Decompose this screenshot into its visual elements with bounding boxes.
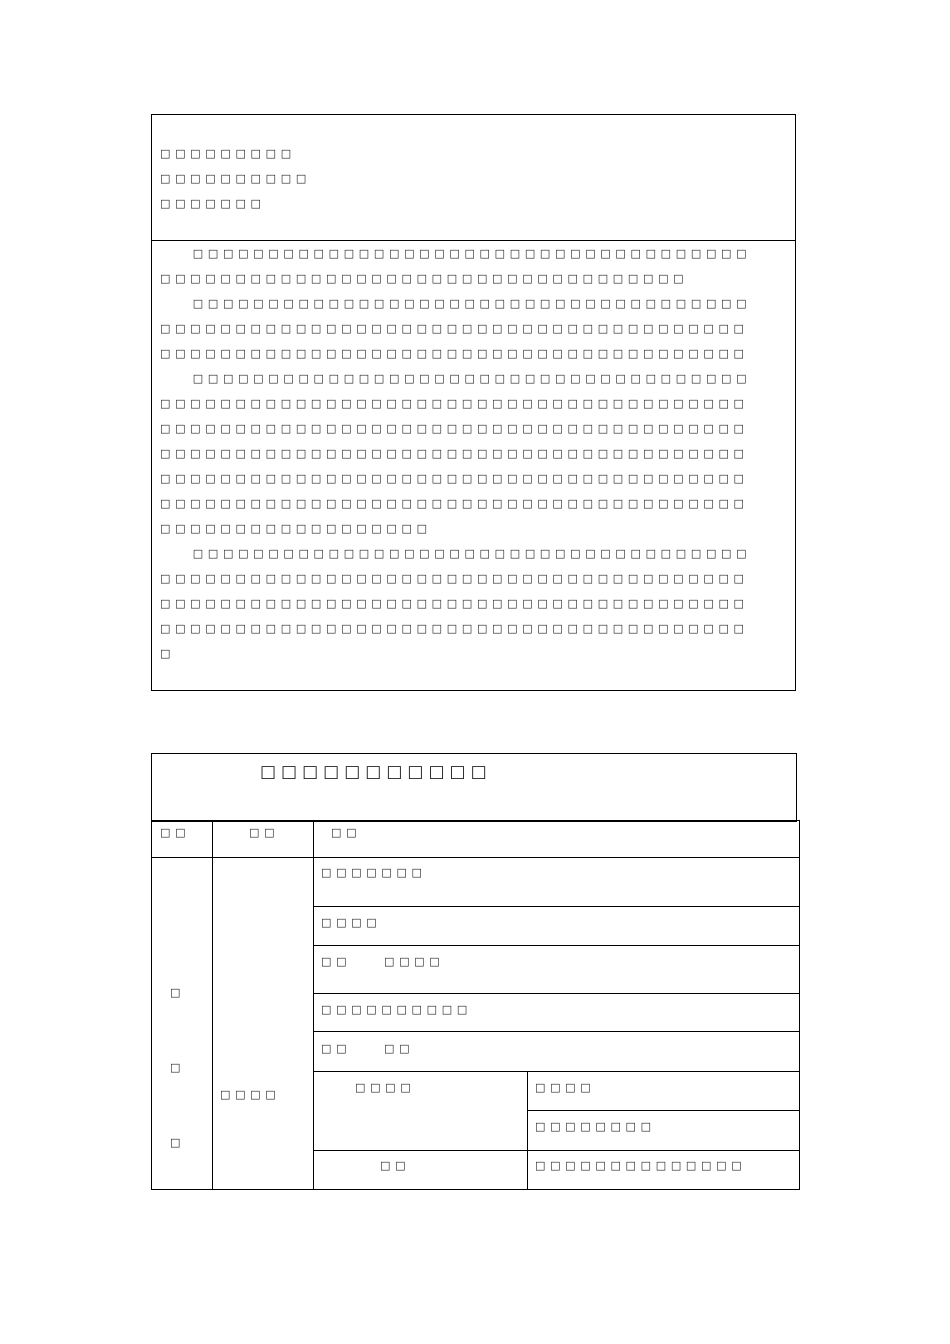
body-line: □□□□□□□□□□□□□□□□□□□□□□□□□□□□□□□□□□□□□□□ — [160, 347, 749, 360]
body-line: □□□□□□□□□□□□□□□□□□□□□□□□□□□□□□□□□□□□□□□ — [160, 572, 749, 585]
sub-right-1b: □□□□□□□□ — [535, 1120, 656, 1133]
item-4: □□□□□□□□□□ — [321, 1003, 472, 1016]
body-line: □□□□□□□□□□□□□□□□□□ — [160, 522, 432, 535]
header-line-2: □□□□□□□□□□ — [160, 172, 311, 185]
body-line: □□□□□□□□□□□□□□□□□□□□□□□□□□□□□□□□□□□□□ — [160, 372, 752, 385]
body-line: □□□□□□□□□□□□□□□□□□□□□□□□□□□□□□□□□□□□□□□ — [160, 422, 749, 435]
body-line: □□□□□□□□□□□□□□□□□□□□□□□□□□□□□□□□□□□□□ — [160, 297, 752, 310]
data-table — [151, 820, 800, 1190]
body-line: □□□□□□□□□□□□□□□□□□□□□□□□□□□□□□□□□□□□□ — [160, 547, 752, 560]
row-label-char-1: □ — [170, 986, 186, 999]
row-line-2 — [313, 945, 800, 946]
body-line: □□□□□□□□□□□□□□□□□□□□□□□□□□□□□□□□□□□□□□□ — [160, 597, 749, 610]
col-divider-2 — [313, 820, 314, 1190]
body-line: □□□□□□□□□□□□□□□□□□□□□□□□□□□□□□□□□□□□□□□ — [160, 322, 749, 335]
col-divider-1 — [212, 820, 213, 1190]
body-line: □□□□□□□□□□□□□□□□□□□□□□□□□□□□□□□□□□□□□□□ — [160, 497, 749, 510]
row-line-1 — [313, 906, 800, 907]
row-line-5 — [313, 1071, 800, 1072]
group-label: □□□□ — [220, 1088, 281, 1101]
body-line: □□□□□□□□□□□□□□□□□□□□□□□□□□□□□□□□□□□□□□□ — [160, 622, 749, 635]
col-header-2: □□ — [249, 826, 280, 839]
item-1: □□□□□□□ — [321, 866, 427, 879]
col-header-3: □□ — [331, 826, 362, 839]
item-5: □□ □□ — [321, 1042, 415, 1055]
row-label-char-2: □ — [170, 1061, 186, 1074]
header-line-1: □□□□□□□□□ — [160, 147, 296, 160]
panel-divider — [151, 240, 796, 241]
sub-right-1a: □□□□ — [535, 1081, 596, 1094]
body-line: □□□□□□□□□□□□□□□□□□□□□□□□□□□□□□□□□□□□□ — [160, 247, 752, 260]
item-2: □□□□ — [321, 916, 382, 929]
body-line: □□□□□□□□□□□□□□□□□□□□□□□□□□□□□□□□□□□□□□□ — [160, 397, 749, 410]
sub-right-2: □□□□□□□□□□□□□□ — [535, 1159, 747, 1172]
row-line-7 — [313, 1150, 800, 1151]
row-line-4 — [313, 1031, 800, 1032]
header-row-line — [151, 857, 800, 858]
row-line-3 — [313, 993, 800, 994]
sub-left-2: □□ — [380, 1159, 411, 1172]
col-header-1: □□ — [160, 826, 191, 839]
col-divider-3 — [527, 1071, 528, 1190]
body-line: □ — [160, 647, 176, 660]
item-3: □□ □□□□ — [321, 955, 445, 968]
body-line: □□□□□□□□□□□□□□□□□□□□□□□□□□□□□□□□□□□□□□□ — [160, 447, 749, 460]
row-line-6 — [527, 1110, 800, 1111]
body-line: □□□□□□□□□□□□□□□□□□□□□□□□□□□□□□□□□□□ — [160, 272, 689, 285]
row-label-char-3: □ — [170, 1136, 186, 1149]
table-title: □□□□□□□□□□□ — [260, 762, 492, 782]
sub-left-1: □□□□ — [355, 1081, 416, 1094]
body-line: □□□□□□□□□□□□□□□□□□□□□□□□□□□□□□□□□□□□□□□ — [160, 472, 749, 485]
header-line-3: □□□□□□□ — [160, 197, 266, 210]
